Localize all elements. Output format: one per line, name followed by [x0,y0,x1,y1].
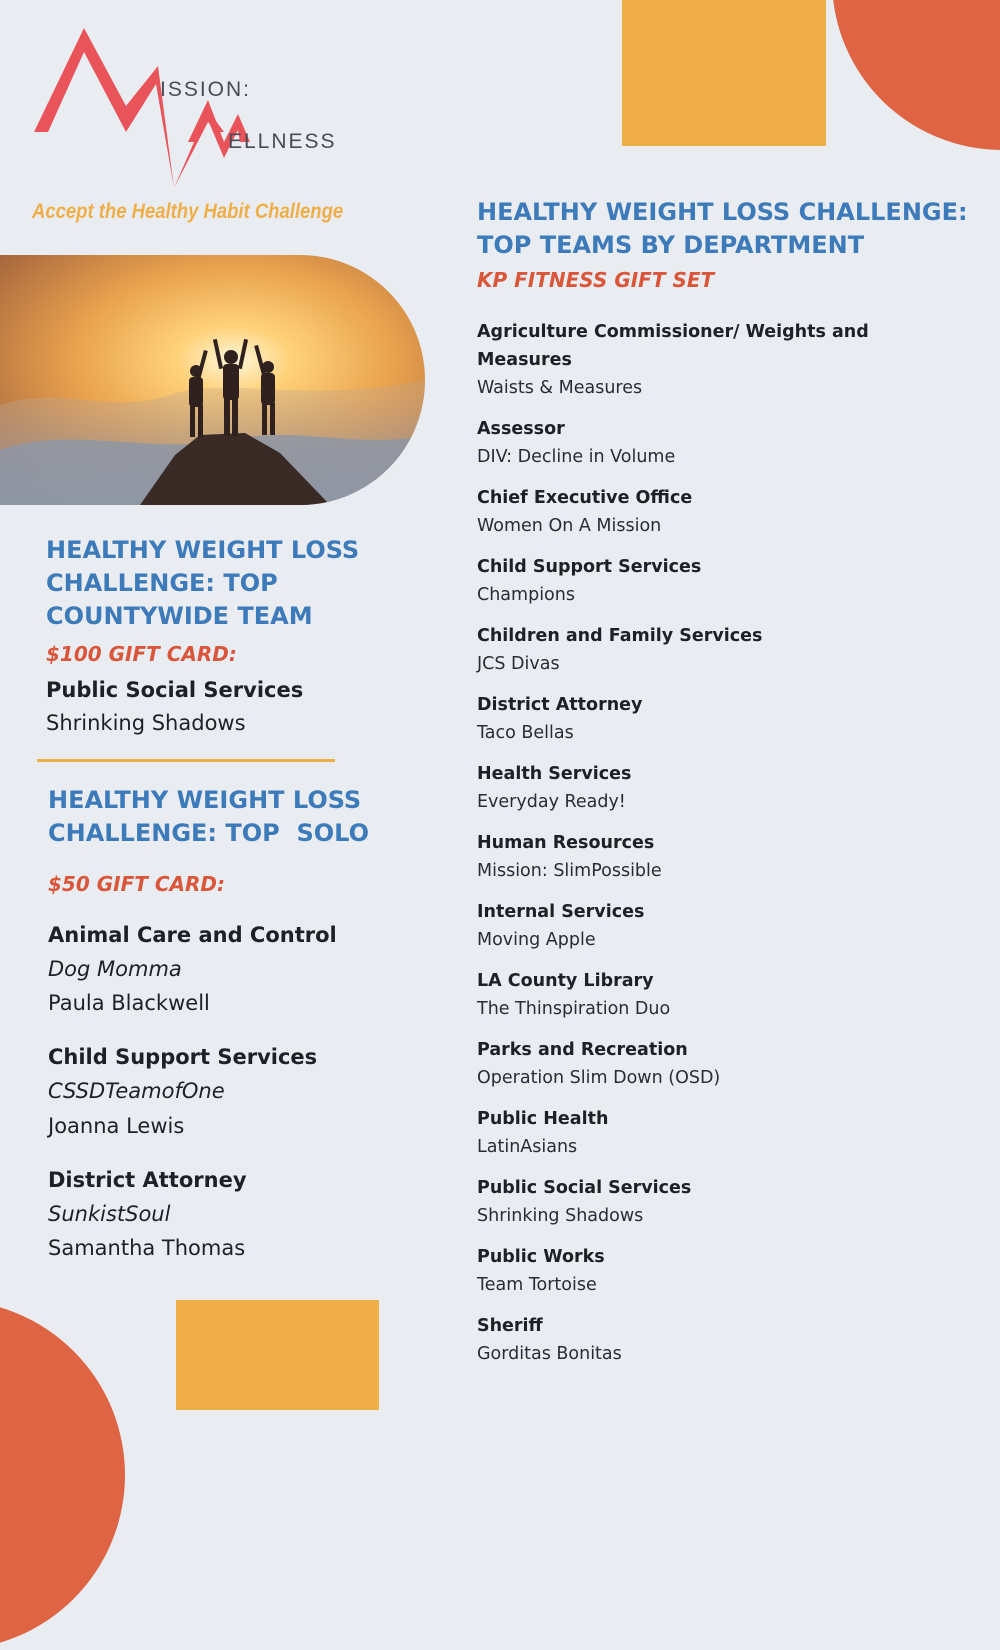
solo-winner-team: SunkistSoul [48,1202,171,1226]
department-name: Human Resources [477,833,655,853]
department-name: Public Health [477,1109,609,1129]
team-name: JCS Divas [477,654,560,674]
department-team-list [477,318,947,1381]
list-item [477,829,947,885]
department-name: Public Works [477,1247,605,1267]
mission-wellness-logo [28,22,348,192]
decorative-circle-bottom-left [0,1300,125,1650]
countywide-department: Public Social Services [46,678,304,702]
department-name: Assessor [477,419,565,439]
team-name: Taco Bellas [477,723,574,743]
countywide-heading [46,534,359,633]
hero-photo-summit [0,255,425,505]
list-item [477,1312,947,1368]
list-item [477,967,947,1023]
department-name: Child Support Services [477,557,702,577]
countywide-prize: $100 GIFT CARD: [46,642,237,666]
countywide-heading-line-2: CHALLENGE: TOP [46,569,278,597]
decorative-circle-top-right [832,0,1000,150]
team-name: Operation Slim Down (OSD) [477,1068,721,1088]
solo-winner-person: Joanna Lewis [48,1114,185,1138]
countywide-heading-line-3: COUNTYWIDE TEAM [46,602,313,630]
departments-prize: KP FITNESS GIFT SET [477,268,715,292]
department-name: Children and Family Services [477,626,763,646]
solo-heading-line-1: HEALTHY WEIGHT LOSS [48,786,362,814]
list-item [477,1174,947,1230]
team-name: Champions [477,585,575,605]
tagline: Accept the Healthy Habit Challenge [32,200,344,223]
department-name: Chief Executive Office [477,488,693,508]
solo-winner-department: District Attorney [48,1168,247,1192]
logo-line-2: ELLNESS [228,130,337,153]
solo-winner-department: Child Support Services [48,1045,318,1069]
team-name: Waists & Measures [477,378,643,398]
solo-winner-person: Paula Blackwell [48,991,210,1015]
team-name: Everyday Ready! [477,792,626,812]
heartbeat-m-w-icon [28,22,348,192]
list-item [477,415,947,471]
team-name: Shrinking Shadows [477,1206,644,1226]
countywide-team: Shrinking Shadows [46,711,246,735]
list-item [477,553,947,609]
team-name: Women On A Mission [477,516,662,536]
list-item [477,898,947,954]
section-divider [37,759,335,762]
solo-prize: $50 GIFT CARD: [48,872,225,896]
department-name: Agriculture Commissioner/ Weights and Measures [477,322,869,370]
team-name: Moving Apple [477,930,596,950]
decorative-square-bottom [176,1300,379,1410]
team-name: LatinAsians [477,1137,578,1157]
solo-winner-person: Samantha Thomas [48,1236,246,1260]
department-name: Internal Services [477,902,645,922]
list-item [477,1105,947,1161]
department-name: District Attorney [477,695,643,715]
list-item [477,1243,947,1299]
team-name: The Thinspiration Duo [477,999,671,1019]
team-name: Mission: SlimPossible [477,861,662,881]
list-item [477,318,947,402]
list-item [477,1036,947,1092]
list-item [477,691,947,747]
list-item [477,760,947,816]
team-name: DIV: Decline in Volume [477,447,676,467]
countywide-heading-line-1: HEALTHY WEIGHT LOSS [46,536,360,564]
solo-heading [48,784,369,850]
departments-heading-line-1: HEALTHY WEIGHT LOSS CHALLENGE: [477,198,968,226]
decorative-square-top [622,0,826,146]
team-name: Gorditas Bonitas [477,1344,622,1364]
solo-winner-team: CSSDTeamofOne [48,1079,225,1103]
team-name: Team Tortoise [477,1275,597,1295]
department-name: Health Services [477,764,632,784]
solo-winner-department: Animal Care and Control [48,923,337,947]
list-item [477,484,947,540]
departments-heading [477,196,968,262]
department-name: LA County Library [477,971,654,991]
department-name: Public Social Services [477,1178,692,1198]
solo-heading-line-2: CHALLENGE: TOP SOLO [48,819,369,847]
solo-winner-team: Dog Momma [48,957,182,981]
department-name: Sheriff [477,1316,543,1336]
logo-line-1: ISSION: [160,78,252,101]
list-item [477,622,947,678]
department-name: Parks and Recreation [477,1040,688,1060]
departments-heading-line-2: TOP TEAMS BY DEPARTMENT [477,231,865,259]
